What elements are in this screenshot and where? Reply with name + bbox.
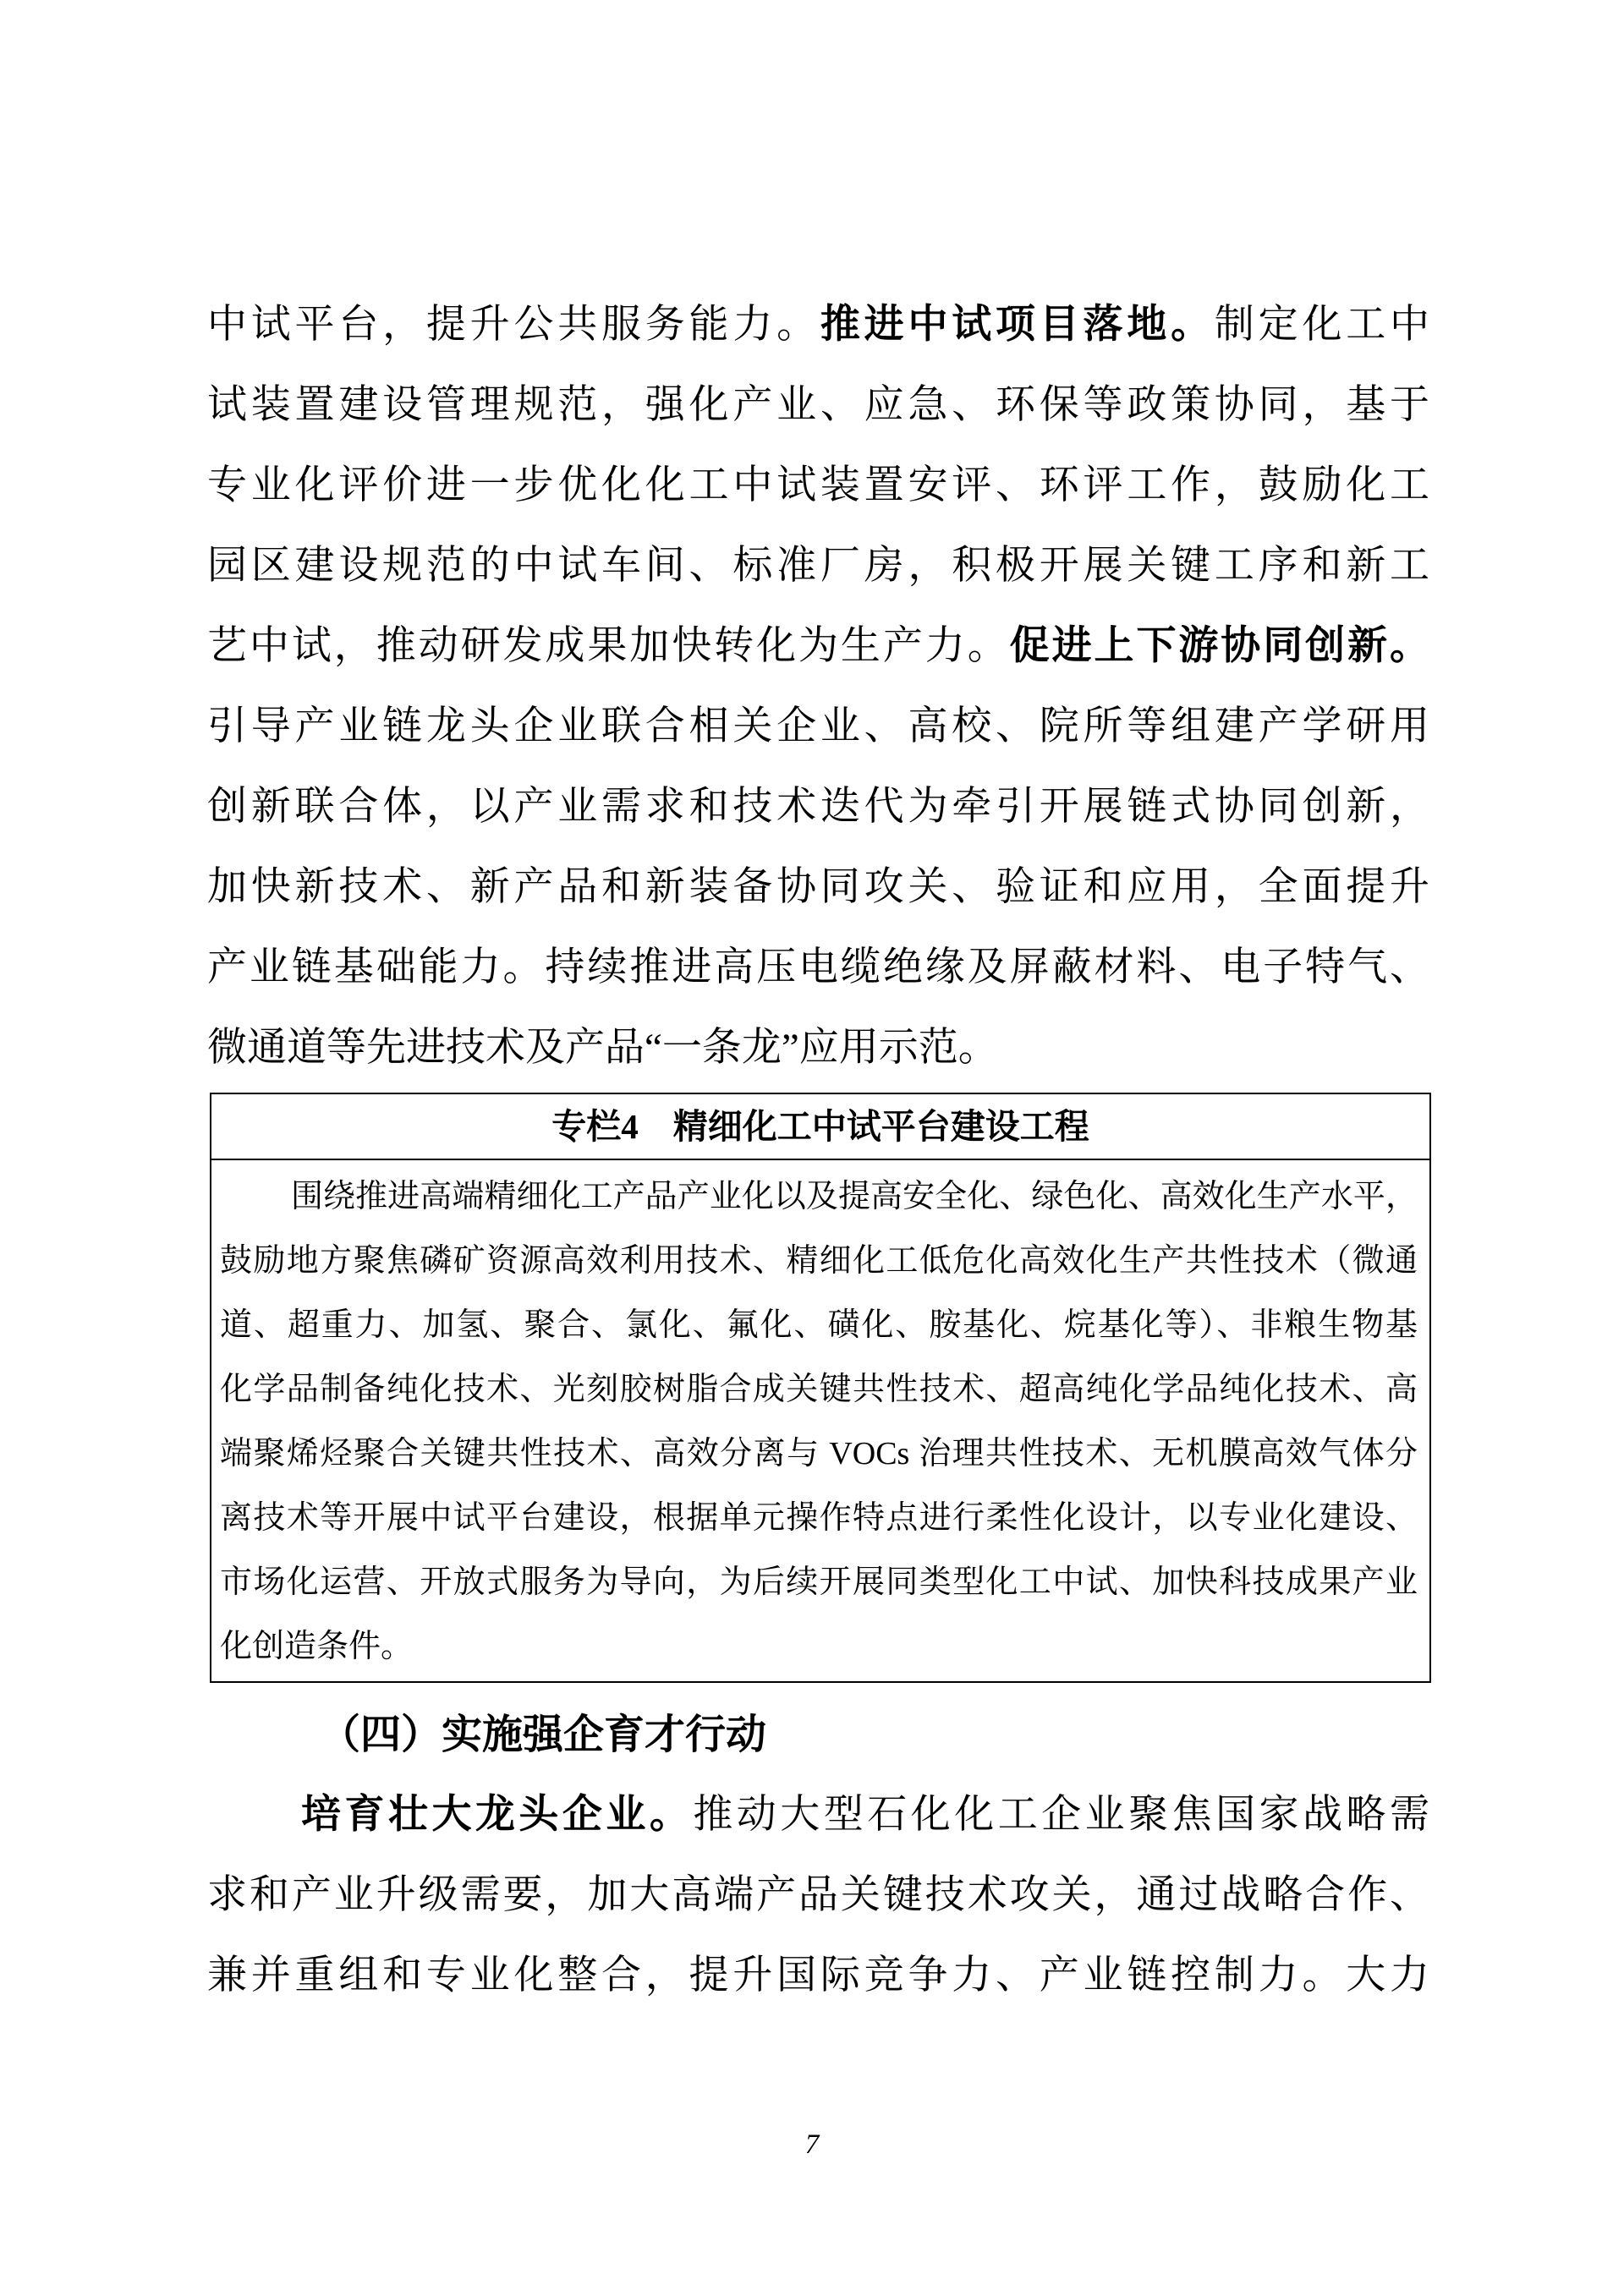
text-segment-bold: 促进上下游协同创新。 xyxy=(1009,624,1430,668)
text-segment: 求和产业升级需要，加大高端产品关键技术攻关，通过战略合作、 xyxy=(207,1873,1429,1917)
box-text-line xyxy=(220,1614,1418,1679)
text-segment: 端聚烯烃聚合关键共性技术、高效分离与 VOCs 治理共性技术、无机膜高效气体分 xyxy=(220,1436,1418,1471)
text-line xyxy=(207,1775,1429,1855)
text-segment: 试装置建设管理规范，强化产业、应急、环保等政策协同，基于 xyxy=(207,383,1429,427)
text-segment: 化创造条件。 xyxy=(220,1629,414,1664)
text-line xyxy=(207,928,1429,1008)
box-text-line xyxy=(220,1422,1418,1486)
text-segment: 化学品制备纯化技术、光刻胶树脂合成关键共性技术、超高纯化学品纯化技术、高 xyxy=(220,1372,1418,1407)
section-heading-text: （四）实施强企育才行动 xyxy=(320,1712,767,1757)
text-segment-bold: 推进中试项目落地。 xyxy=(820,303,1215,347)
text-line xyxy=(207,285,1429,365)
text-line xyxy=(207,606,1429,687)
text-line xyxy=(207,687,1429,767)
box-text-line xyxy=(220,1229,1418,1293)
text-line xyxy=(207,365,1429,446)
text-segment: 兼并重组和专业化整合，提升国际竞争力、产业链控制力。大力 xyxy=(207,1954,1429,1997)
text-line xyxy=(207,1855,1429,1936)
text-segment: 围绕推进高端精细化工产品产业化以及提高安全化、绿色化、高效化生产水平， xyxy=(291,1179,1418,1214)
text-segment: 加快新技术、新产品和新装备协同攻关、验证和应用，全面提升 xyxy=(207,865,1429,909)
page-number xyxy=(0,2128,1624,2162)
box-title xyxy=(211,1094,1429,1160)
box-text-line xyxy=(220,1486,1418,1550)
text-line xyxy=(207,526,1429,606)
page-number-text: 7 xyxy=(804,2129,820,2160)
special-column-box xyxy=(210,1093,1431,1683)
box-text-line xyxy=(220,1550,1418,1614)
text-segment: 制定化工中 xyxy=(1214,303,1430,347)
box-text-line xyxy=(220,1357,1418,1422)
paragraph-continuation xyxy=(207,285,1429,1088)
box-text-line xyxy=(220,1293,1418,1357)
box-text-line xyxy=(220,1164,1418,1229)
section-four xyxy=(207,1695,1429,2016)
text-segment: 园区建设规范的中试车间、标准厂房，积极开展关键工序和新工 xyxy=(207,544,1429,588)
text-segment: 推动大型石化化工企业聚焦国家战略需 xyxy=(693,1793,1430,1837)
text-segment: 道、超重力、加氢、聚合、氯化、氟化、磺化、胺基化、烷基化等）、非粮生物基 xyxy=(220,1307,1418,1343)
text-line xyxy=(207,847,1429,928)
text-line xyxy=(207,767,1429,847)
text-segment: 市场化运营、开放式服务为导向，为后续开展同类型化工中试、加快科技成果产业 xyxy=(220,1564,1418,1600)
section-heading xyxy=(207,1695,1429,1775)
text-segment: 离技术等开展中试平台建设，根据单元操作特点进行柔性化设计，以专业化建设、 xyxy=(220,1500,1418,1536)
text-line xyxy=(207,446,1429,526)
text-segment: 产业链基础能力。持续推进高压电缆绝缘及屏蔽材料、电子特气、 xyxy=(207,945,1429,989)
text-line xyxy=(207,1936,1429,2016)
text-segment: 引导产业链龙头企业联合相关企业、高校、院所等组建产学研用 xyxy=(207,704,1429,748)
text-segment: 专业化评价进一步优化化工中试装置安评、环评工作，鼓励化工 xyxy=(207,463,1429,507)
text-line xyxy=(207,1008,1429,1088)
box-title-text: 专栏4 精细化工中试平台建设工程 xyxy=(551,1107,1089,1146)
text-segment: 创新联合体，以产业需求和技术迭代为牵引开展链式协同创新， xyxy=(207,785,1429,829)
text-segment: 微通道等先进技术及产品“一条龙”应用示范。 xyxy=(207,1026,998,1070)
text-segment-bold: 培育壮大龙头企业。 xyxy=(301,1793,694,1837)
text-segment: 艺中试，推动研发成果加快转化为生产力。 xyxy=(207,624,1010,668)
text-segment: 中试平台，提升公共服务能力。 xyxy=(207,303,820,347)
box-content xyxy=(211,1160,1429,1681)
text-segment: 鼓励地方聚焦磷矿资源高效利用技术、精细化工低危化高效化生产共性技术（微通 xyxy=(220,1243,1418,1279)
